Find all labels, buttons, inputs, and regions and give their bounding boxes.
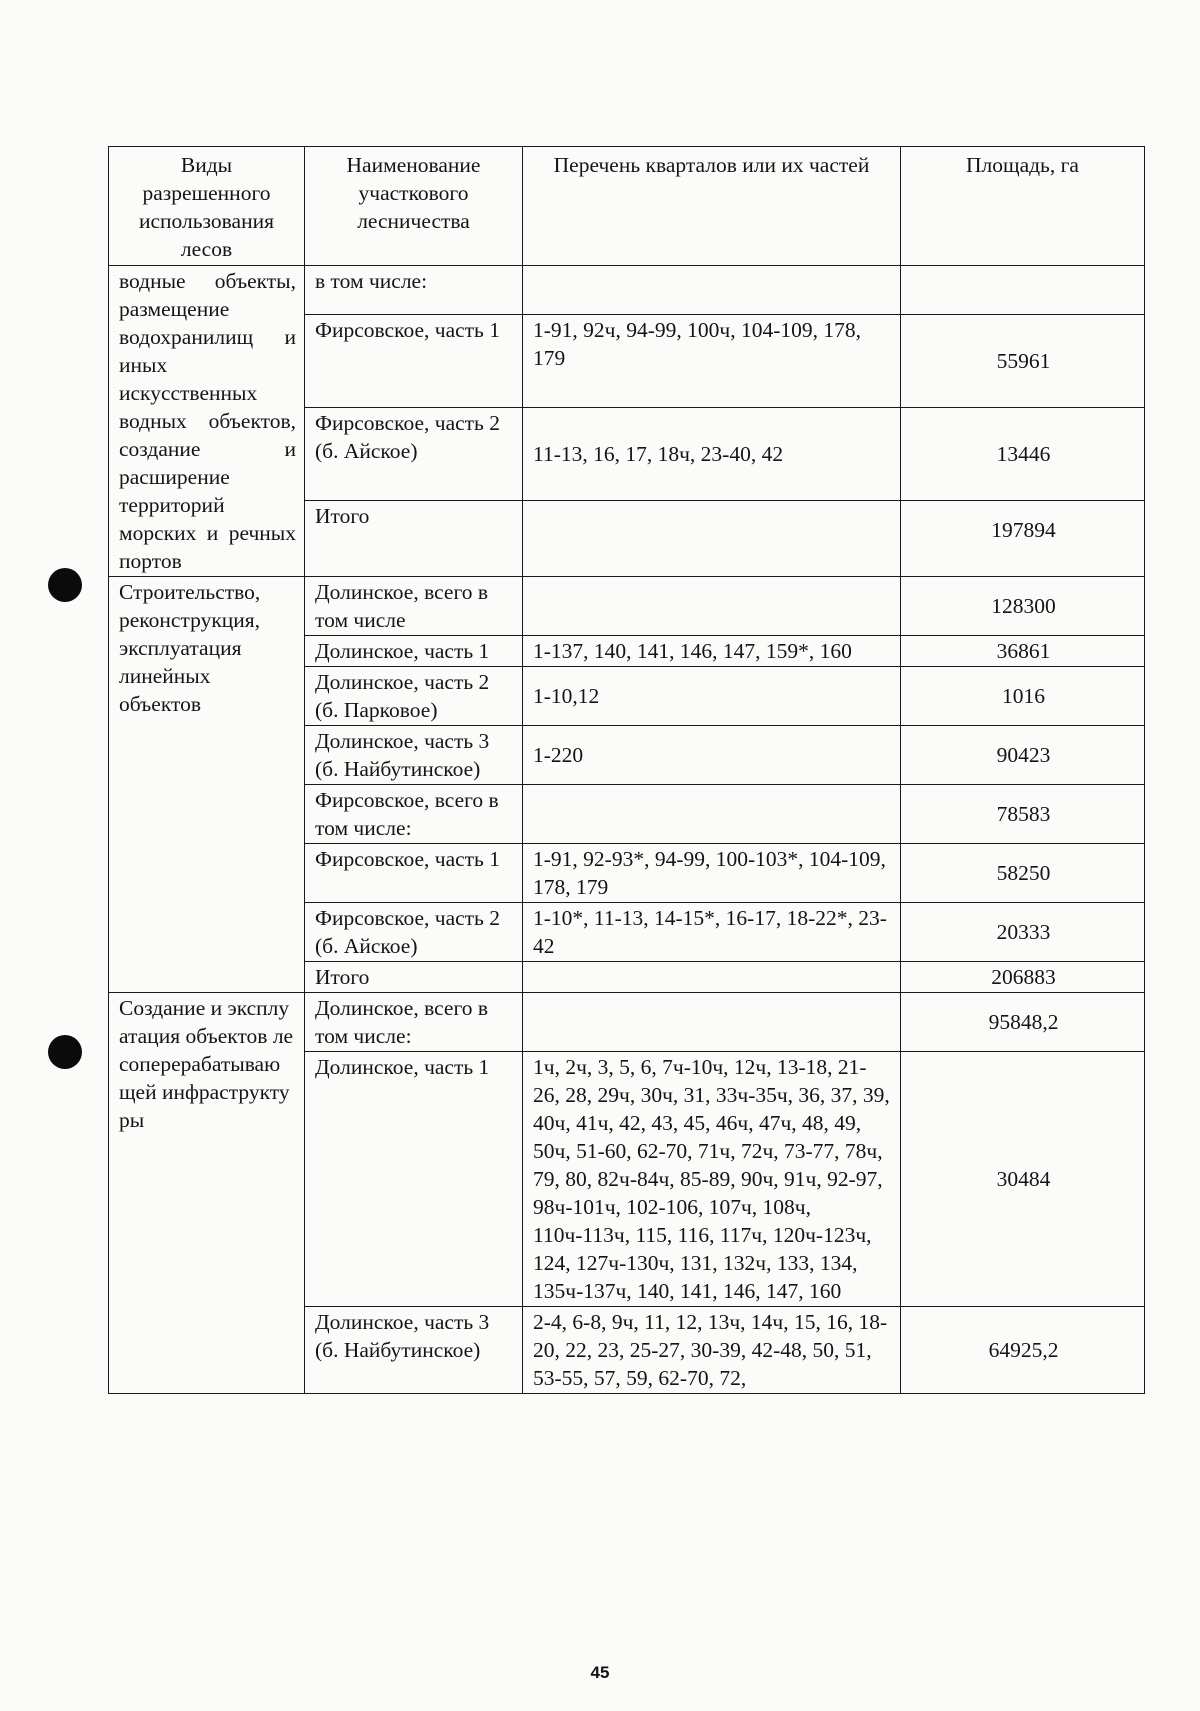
quarters-cell: 1-91, 92ч, 94-99, 100ч, 104-109, 178, 179 <box>523 314 901 407</box>
table-header-row <box>109 147 1145 266</box>
area-cell: 36861 <box>901 636 1145 667</box>
area-cell: 55961 <box>901 314 1145 407</box>
forestry-cell: Фирсовское, часть 1 <box>305 314 523 407</box>
forestry-cell: Долинское, часть 3 (б. Найбутинское) <box>305 1307 523 1394</box>
area-cell: 58250 <box>901 844 1145 903</box>
quarters-cell: 2-4, 6-8, 9ч, 11, 12, 13ч, 14ч, 15, 16, 18-20, 22, 23, 25-27, 30-39, 42-48, 50, 51, 53-55, 57, 59, 62-70, 72, <box>523 1307 901 1394</box>
punch-hole-top <box>48 568 82 602</box>
header-quarters: Перечень кварталов или их частей <box>523 147 901 266</box>
page-number: 45 <box>590 1663 610 1682</box>
area-cell: 20333 <box>901 903 1145 962</box>
quarters-cell: 1-91, 92-93*, 94-99, 100-103*, 104-109, 178, 179 <box>523 844 901 903</box>
quarters-cell: 1-10,12 <box>523 667 901 726</box>
forestry-cell: Долинское, часть 3 (б. Найбутинское) <box>305 726 523 785</box>
area-cell: 13446 <box>901 408 1145 501</box>
punch-hole-bottom <box>48 1035 82 1069</box>
forestry-cell: Фирсовское, часть 2 (б. Айское) <box>305 408 523 501</box>
quarters-cell <box>523 962 901 993</box>
quarters-cell: 11-13, 16, 17, 18ч, 23-40, 42 <box>523 408 901 501</box>
forestry-cell: Фирсовское, часть 1 <box>305 844 523 903</box>
forestry-cell: в том числе: <box>305 266 523 315</box>
forestry-cell: Фирсовское, всего в том числе: <box>305 785 523 844</box>
area-cell: 64925,2 <box>901 1307 1145 1394</box>
forestry-cell: Фирсовское, часть 2 (б. Айское) <box>305 903 523 962</box>
table-row <box>109 577 1145 636</box>
table-row <box>109 993 1145 1052</box>
forestry-cell: Итого <box>305 962 523 993</box>
header-forestry: Наименование участкового лесничества <box>305 147 523 266</box>
forestry-cell: Долинское, всего в том числе <box>305 577 523 636</box>
area-cell: 128300 <box>901 577 1145 636</box>
area-cell: 90423 <box>901 726 1145 785</box>
use-type-water: водные объекты, размещение водохранилищ и иных искусственных водных объектов, создание и расширение территорий морских и речных портов <box>109 266 305 577</box>
forest-use-table <box>108 146 1145 1394</box>
forestry-cell: Долинское, часть 1 <box>305 636 523 667</box>
table-row <box>109 266 1145 315</box>
area-cell: 95848,2 <box>901 993 1145 1052</box>
quarters-cell <box>523 266 901 315</box>
header-area: Площадь, га <box>901 147 1145 266</box>
area-cell <box>901 266 1145 315</box>
quarters-cell <box>523 785 901 844</box>
quarters-cell: 1-137, 140, 141, 146, 147, 159*, 160 <box>523 636 901 667</box>
use-type-processing: Создание и эксплуатация объектов лесоперерабатывающей инфраструктуры <box>109 993 305 1394</box>
area-cell: 78583 <box>901 785 1145 844</box>
forestry-cell: Долинское, часть 2 (б. Парковое) <box>305 667 523 726</box>
area-cell: 1016 <box>901 667 1145 726</box>
area-cell: 197894 <box>901 501 1145 577</box>
quarters-cell <box>523 577 901 636</box>
use-type-linear: Строительство, реконструкция, эксплуатация линейных объектов <box>109 577 305 993</box>
area-cell: 30484 <box>901 1052 1145 1307</box>
forestry-cell: Итого <box>305 501 523 577</box>
forestry-cell: Долинское, всего в том числе: <box>305 993 523 1052</box>
forestry-cell: Долинское, часть 1 <box>305 1052 523 1307</box>
area-cell: 206883 <box>901 962 1145 993</box>
quarters-cell: 1-220 <box>523 726 901 785</box>
header-use-type: Виды разрешенного использования лесов <box>109 147 305 266</box>
quarters-cell <box>523 993 901 1052</box>
quarters-cell: 1-10*, 11-13, 14-15*, 16-17, 18-22*, 23-42 <box>523 903 901 962</box>
quarters-cell <box>523 501 901 577</box>
quarters-cell: 1ч, 2ч, 3, 5, 6, 7ч-10ч, 12ч, 13-18, 21-26, 28, 29ч, 30ч, 31, 33ч-35ч, 36, 37, 39, 40ч, 41ч, 42, 43, 45, 46ч, 47ч, 48, 49, 50ч, 51-60, 62-70, 71ч, 72ч, 73-77, 78ч, 79, 80, 82ч-84ч, 85-89, 90ч, 91ч, 92-97, 98ч-101ч, 102-106, 107ч, 108ч, 110ч-113ч, 115, 116, 117ч, 120ч-123ч, 124, 127ч-130ч, 131, 132ч, 133, 134, 135ч-137ч, 140, 141, 146, 147, 160 <box>523 1052 901 1307</box>
